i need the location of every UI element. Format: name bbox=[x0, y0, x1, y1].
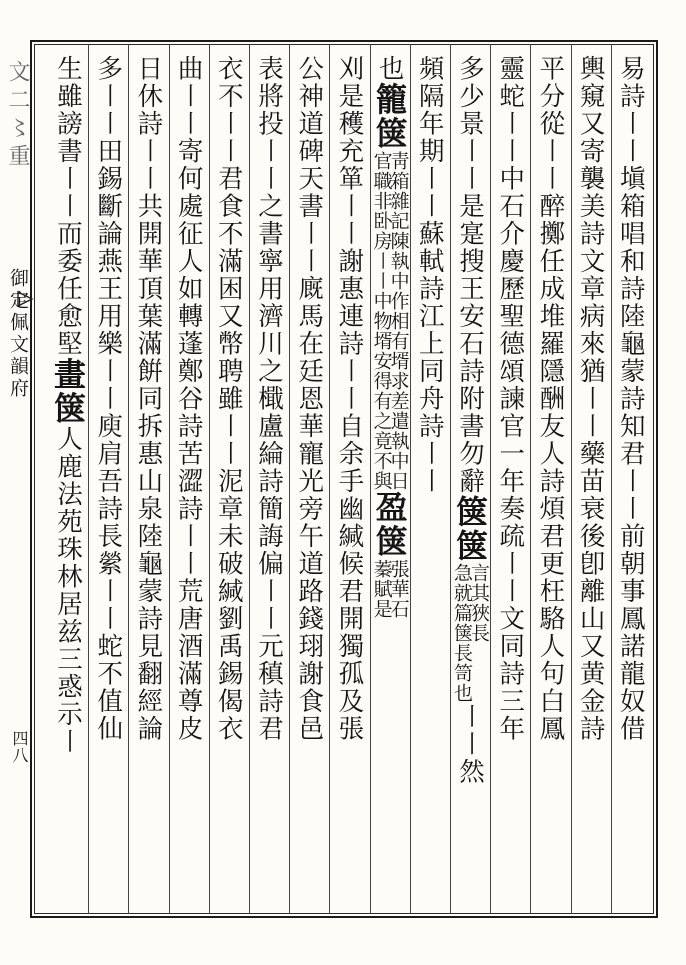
text-column bbox=[413, 55, 447, 907]
text-column bbox=[91, 55, 125, 907]
text-column bbox=[212, 55, 246, 907]
note-line: 蓁賦是 bbox=[370, 558, 393, 619]
text-column bbox=[51, 55, 85, 907]
text-column bbox=[292, 55, 326, 907]
text-column bbox=[332, 55, 366, 907]
text-run: 生雖謗書〡〡而委任愈堅 bbox=[53, 55, 83, 358]
text-run: 公神道碑天書〡〡廐馬在廷恩華寵光旁午道路錢珝謝食邑 bbox=[294, 55, 325, 743]
text-run: 日休詩〡〡共開華頂葉滿餠同拆惠山泉陸龜蒙詩見翻經論 bbox=[133, 55, 164, 743]
text-run: 人鹿法苑珠林居兹三惑示〡 bbox=[53, 425, 83, 756]
text-run: 靈蛇〡〡中石介慶歷聖德頌諫官一年奏疏〡〡文同詩三年 bbox=[495, 55, 526, 743]
text-run: 衣不〡〡君食不滿困又幣聘雖〡〡泥章未破緘劉禹錫偈衣 bbox=[213, 55, 244, 743]
column-rule bbox=[289, 44, 290, 914]
headword: 籠箧 bbox=[370, 82, 409, 151]
headword: 箧箧 bbox=[451, 495, 489, 563]
text-run: 也 bbox=[374, 55, 405, 83]
note-line: 官職非卧房〡〡中物壻安得有之竟不與 bbox=[370, 150, 393, 491]
column-rule bbox=[450, 44, 451, 914]
text-run: 輿窺又寄襲美詩文章病來猶〡〡藥苗衰後卽離山又黄金詩 bbox=[575, 55, 606, 743]
column-rule bbox=[209, 44, 210, 914]
note-line: 急就篇箧長笥也 bbox=[451, 563, 473, 703]
text-column bbox=[574, 55, 608, 907]
text-column bbox=[614, 55, 648, 907]
headword: 畫箧 bbox=[49, 357, 87, 426]
column-rule bbox=[530, 44, 531, 914]
text-column bbox=[370, 55, 410, 907]
fish-tail-mark-icon bbox=[16, 290, 34, 308]
column-rule bbox=[410, 44, 411, 914]
column-rule bbox=[370, 44, 371, 914]
note-line: 言其狹長 bbox=[468, 563, 490, 643]
margin-scrap-text: 文二〻重 bbox=[5, 60, 30, 172]
text-run: 表將投〡〡之書寧用濟川之檝盧綸詩簡誨偏〡〡元稹詩君 bbox=[254, 55, 284, 743]
text-column bbox=[451, 55, 490, 907]
note-line: 靑箱雜記陳執中作相有壻求差遣執中日 bbox=[387, 150, 410, 491]
text-run: 多〡〡田錫斷論燕王用樂〡〡庾肩吾詩長縈〡〡蛇不值仙 bbox=[93, 55, 124, 743]
text-run: 平分從〡〡醉擲任成堆羅隱酬友人詩煩君更枉駱人句白鳳 bbox=[535, 55, 566, 743]
text-run: 曲〡〡寄何處征人如轉蓬鄭谷詩苦澀詩〡〡荒唐酒滿尊皮 bbox=[173, 55, 204, 743]
column-rule bbox=[611, 44, 612, 914]
column-rule bbox=[169, 44, 170, 914]
column-rule bbox=[490, 44, 491, 914]
column-rule bbox=[128, 44, 129, 914]
column-rule bbox=[329, 44, 330, 914]
column-rule bbox=[571, 44, 572, 914]
text-column bbox=[493, 55, 527, 907]
double-note bbox=[370, 558, 410, 619]
text-column bbox=[172, 55, 206, 907]
text-column bbox=[533, 55, 567, 907]
text-run: 刈是穫充箪〡〡謝惠連詩〡〡自余手幽緘候君開獨孤及張 bbox=[334, 55, 365, 743]
column-rule bbox=[88, 44, 89, 914]
margin-book-title: 御定佩文韻府 bbox=[7, 268, 29, 400]
text-run: 多少景〡〡是寔搜王安石詩附書勿辭 bbox=[455, 55, 485, 495]
note-line: 張華石 bbox=[387, 558, 410, 619]
text-run: 〡〡然 bbox=[455, 703, 485, 786]
text-column bbox=[252, 55, 286, 907]
column-rule bbox=[249, 44, 250, 914]
margin-leaf-number: 四八 bbox=[10, 730, 29, 764]
text-run: 頻隔年期〡〡蘇軾詩江上同舟詩〡〡 bbox=[414, 55, 445, 495]
double-note bbox=[370, 150, 410, 491]
double-note bbox=[451, 563, 490, 703]
text-column bbox=[131, 55, 165, 907]
headword: 盈箧 bbox=[370, 490, 409, 559]
text-run: 易詩〡〡塡箱唱和詩陸龜蒙詩知君〡〡前朝事鳳諾龍奴借 bbox=[615, 55, 646, 743]
